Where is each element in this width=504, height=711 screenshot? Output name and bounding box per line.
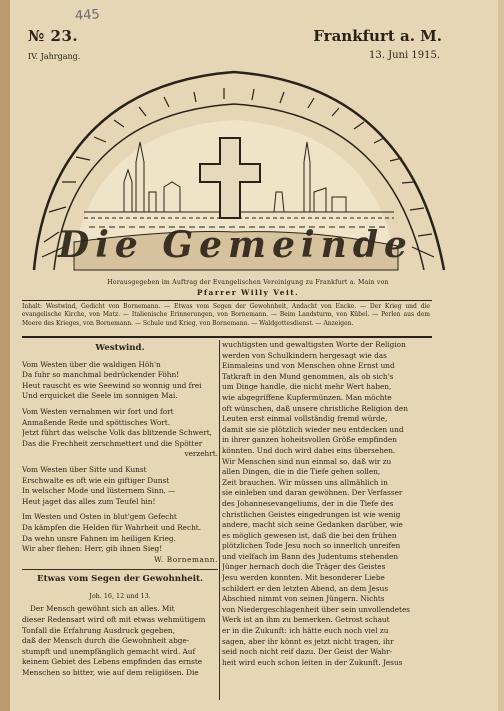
article-line: Menschen so bitter, wie auf dem religiösen. Die — [22, 668, 199, 678]
article-line: andere, macht sich seine Gedanken darüber, wie — [222, 520, 403, 530]
article-line: Einmaleins und von Menschen ohne Ernst und — [222, 361, 395, 371]
poem-line: Und erquicket die Seele im sonnigen Mai. — [22, 391, 178, 401]
article-line: Zeit brauchen. Wir müssen uns allmählich in — [222, 477, 388, 487]
article-line: oft wünschen, daß unsere christliche Religion den — [222, 403, 408, 413]
poem-line: In welscher Mode und lüsternem Sinn, — — [22, 486, 176, 496]
article-line: in ihrer ganzen hoheitsvollen Größe empfinden — [222, 435, 397, 445]
article-line: Der Mensch gewöhnt sich an alles. Mit — [30, 604, 175, 614]
article-line: dieser Redensart wird oft mit etwas wehmütigem — [22, 615, 206, 625]
article-line: Leuten erst einmal vollständig fremd würde, — [222, 414, 388, 424]
left-column — [22, 340, 218, 679]
poem-stanza — [22, 512, 218, 554]
poem-line: Da kämpfen die Helden für Wahrheit und Recht. — [22, 522, 202, 532]
pencil-annotation: 445 — [74, 7, 101, 24]
article-line: sagen, aber ihr könnt es jetzt nicht tragen, ihr — [222, 636, 394, 646]
article-line: werden von Schulkindern hergesagt wie das — [222, 350, 387, 360]
issue-date: 13. Juni 1915. — [369, 50, 440, 61]
section-rule — [22, 569, 218, 570]
poem-line: Im Westen und Osten in blut'gem Gefecht — [22, 512, 177, 522]
page-binding-edge — [0, 0, 10, 711]
article-line: könnten. Und doch wird dabei eins übersehen. — [222, 445, 396, 455]
masthead-title: Die Gemeinde — [58, 224, 413, 266]
bible-reference: Joh. 16, 12 und 13. — [89, 591, 151, 600]
poem-stanza — [22, 465, 218, 507]
table-of-contents: Inhalt: Westwind, Gedicht von Bornemann. — Etwas vom Segen der Gewohnheit, Andacht von Encke. — Der Krieg und die evangelische Kirche, von Matz. — Italienische Erinnerungen, von Bornemann. — Beim Landsturm, von Kübel. — Perlen aus dem Meere des Krieges, von Bornemann. — Schule und Krieg, von Bornemann. — Waldgottesdienst. — Anzeigen. — [22, 303, 430, 327]
poem-line: Das die Frechheit zerschmettert und die Spötter — [22, 438, 203, 448]
article-line: sie einleben und daran gewöhnen. Der Verfasser — [222, 488, 403, 498]
poem-stanza — [22, 360, 218, 402]
poem-stanza — [22, 407, 218, 460]
article-line: um Dinge handle, die nicht mehr Wert haben, — [222, 382, 392, 392]
poem-line: verzehrt. — [184, 449, 218, 459]
article-line: stumpft und unempfänglich gemacht wird. Auf — [22, 646, 196, 656]
poem-line: Da wehn unsre Fahnen im heiligen Krieg. — [22, 533, 176, 543]
article-line: und vielfach im Bann des Judentums stehenden — [222, 551, 399, 561]
poem-line: Vom Westen über Sitte und Kunst — [22, 464, 147, 474]
contents-top-rule — [22, 300, 432, 301]
place-label: Frankfurt a. M. — [313, 27, 442, 45]
article-line: des Johannesevangeliums, der in die Tiefe des — [222, 498, 394, 508]
article-line: von Niedergeschlagenheit über sein unvollendetes — [222, 604, 411, 614]
poem-line: Heut rauscht es wie Seewind so wonnig und frei — [22, 380, 202, 390]
article-title: Etwas vom Segen der Gewohnheit. — [37, 574, 203, 585]
poem-line: Vom Westen über die waldigen Höh'n — [22, 359, 161, 369]
article-line: Jesu werden konnten. Mit besonderer Liebe — [222, 573, 385, 583]
poem-line: Heut jaget das alles zum Teufel hin! — [22, 496, 156, 506]
article-line: christlichen Geistes eingedrungen ist wie wenig — [222, 509, 401, 519]
article-line: allen Dingen, die in die Tiefe gehen sollen, — [222, 467, 381, 477]
article-line: wie abgegriffene Kupfermünzen. Man möchte — [222, 392, 392, 402]
poem-line: Jetzt führt das welsche Volk das blitzende Schwert, — [22, 428, 212, 438]
article-line: es möglich gewesen ist, daß die bei den frühen — [222, 530, 397, 540]
article-line: heit wird euch schon leiten in der Zukunft. Jesus — [222, 657, 403, 667]
poem-author: W. Bornemann. — [154, 554, 218, 564]
article-line: wuchtigsten und gewaltigsten Worte der Religion — [222, 340, 406, 349]
column-divider — [219, 340, 220, 700]
article-line: Jünger hernach doch die Träger des Geistes — [222, 562, 386, 572]
masthead-subtitle: Herausgegeben im Auftrag der Evangelischen Vereinigung zu Frankfurt a. Main von — [107, 279, 389, 286]
article-text-left — [22, 604, 218, 678]
article-line: seid noch nicht reif dazu. Der Geist der Wahr- — [222, 647, 393, 657]
article-line: Tatkraft in den Mund genommen, als ob sich's — [222, 371, 394, 381]
article-line: schildert er den letzten Abend, an dem Jesus — [222, 583, 389, 593]
contents-bottom-rule — [22, 336, 432, 338]
poem-line: Wir aber flehen: Herr, gib ihnen Sieg! — [22, 544, 163, 554]
article-line: Wir Menschen sind nun einmal so, daß wir zu — [222, 456, 392, 466]
poem-line: Vom Westen vernahmen wir fort und fort — [22, 406, 174, 416]
article-line: keinem Gebiet des Lebens empfinden das ernste — [22, 657, 203, 667]
article-line: Werk ist an ihm zu bemerken. Getrost schaut — [222, 615, 390, 625]
masthead-editor: Pfarrer Willy Veit. — [196, 288, 300, 297]
article-line: Tonfall die Erfahrung Ausdruck gegeben, — [22, 625, 175, 635]
poem-line: Anmaßende Rede und spöttisches Wort. — [22, 417, 171, 427]
article-line: daß der Mensch durch die Gewohnheit abge- — [22, 636, 190, 646]
article-line: er in die Zukunft: ich hätte euch noch viel zu — [222, 626, 389, 636]
article-line: damit sie sie plötzlich wieder neu entdecken und — [222, 424, 404, 434]
poem-line: Erschwalte es oft wie ein giftiger Dunst — [22, 475, 170, 485]
poem-line: Da fuhr so manchmal bedrückender Föhn! — [22, 370, 180, 380]
article-line: plötzlichen Tode Jesu noch so innerlich unreifen — [222, 541, 401, 551]
article-line: Abschied nimmt von seinen Jüngern. Nichts — [222, 594, 385, 604]
poem-title: Westwind. — [95, 343, 145, 353]
right-column — [222, 340, 430, 668]
issue-number: № 23. — [28, 27, 79, 45]
volume-label: IV. Jahrgang. — [28, 52, 81, 61]
